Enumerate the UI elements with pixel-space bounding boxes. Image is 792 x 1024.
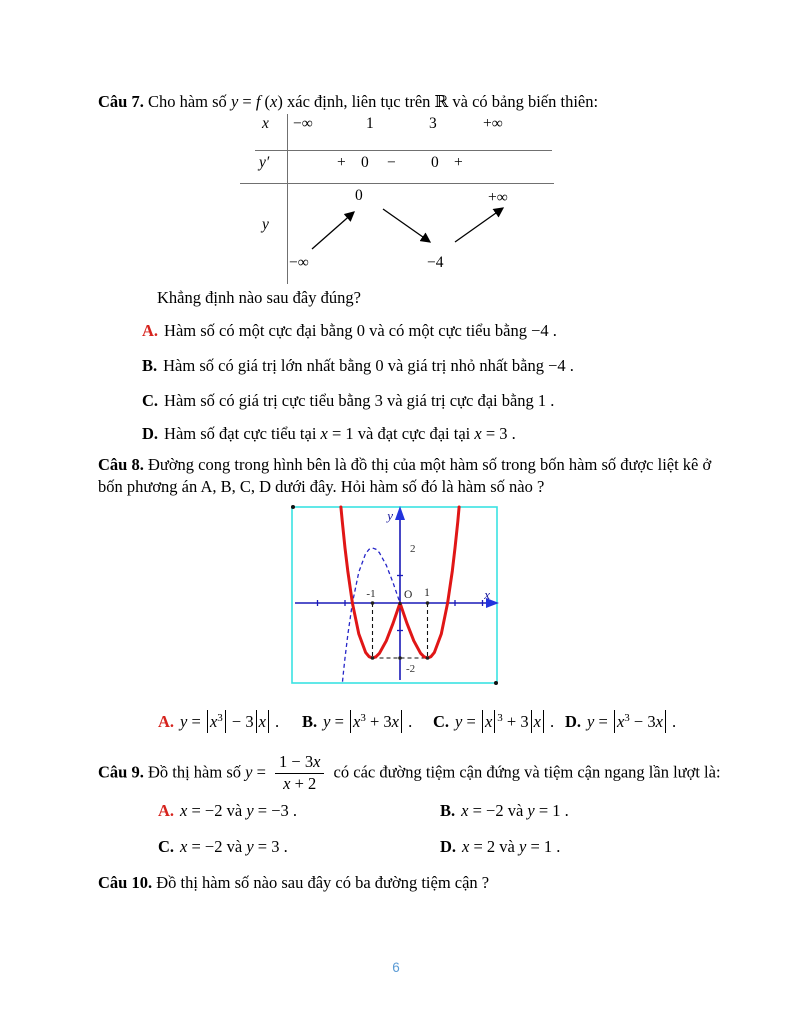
y-tick-label-neg2: -2	[406, 663, 416, 675]
option-formula: $y = x^3 - 3x$ .	[587, 712, 677, 731]
table-yprime-sign: +	[454, 154, 463, 171]
dashed-cubic-curve	[343, 548, 401, 682]
table-y-label: y	[262, 216, 269, 233]
q9-option-c	[158, 837, 288, 857]
option-letter: B.	[440, 801, 456, 820]
q7-option-b	[142, 356, 574, 376]
table-yprime-zero: 0	[361, 154, 369, 171]
option-text: x = −2 và y = 1 .	[461, 801, 569, 820]
q9-option-a	[158, 801, 297, 821]
option-formula: $y = x^3 + 3x$ .	[323, 712, 413, 731]
option-letter: B.	[302, 712, 318, 731]
table-yprime-sign: −	[387, 154, 396, 171]
option-letter: A.	[158, 801, 175, 820]
corner-dot	[494, 681, 498, 685]
option-letter: C.	[142, 391, 159, 410]
table-x-value: 3	[429, 115, 437, 132]
q8-option-d	[565, 710, 676, 733]
option-text: Hàm số đạt cực tiểu tại x = 1 và đạt cực đại tại x = 3 .	[164, 424, 516, 443]
option-text: Hàm số có giá trị cực tiểu bằng 3 và giá trị cực đại bằng 1 .	[164, 391, 555, 410]
q7-variation-table	[240, 112, 554, 284]
y-tick-label-2: 2	[410, 543, 416, 555]
increase-arrow	[312, 212, 354, 249]
table-yprime-zero: 0	[431, 154, 439, 171]
q7-option-a	[142, 321, 557, 341]
graph-border	[292, 507, 497, 683]
x-tick-label-1: 1	[424, 587, 430, 599]
table-yprime-label: y′	[259, 154, 270, 171]
y-axis-arrowhead	[395, 506, 405, 520]
option-text: Hàm số có giá trị lớn nhất bằng 0 và giá trị nhỏ nhất bằng −4 .	[163, 356, 574, 375]
option-letter: C.	[433, 712, 450, 731]
x-tick-label-neg1: -1	[366, 588, 376, 600]
q9-option-b	[440, 801, 569, 821]
x-axis-label: x	[484, 587, 490, 602]
q9-option-d	[440, 837, 560, 857]
option-letter: B.	[142, 356, 158, 375]
q8-option-c	[433, 710, 554, 733]
option-text: Hàm số có một cực đại bằng 0 và có một cực tiểu bằng −4 .	[164, 321, 557, 340]
q7-option-d	[142, 424, 516, 444]
option-letter: A.	[142, 321, 159, 340]
table-y-minus-infinity: −∞	[289, 254, 309, 271]
table-y-local-max: 0	[355, 187, 363, 204]
increase-arrow	[455, 208, 503, 242]
q10-statement: Câu 10. Đồ thị hàm số nào sau đây có ba đường tiệm cận ?	[98, 873, 490, 892]
table-x-label: x	[262, 115, 269, 132]
q7-option-c	[142, 391, 554, 411]
option-letter: C.	[158, 837, 175, 856]
option-text: x = −2 và y = −3 .	[180, 801, 298, 820]
q8-statement-line1: Câu 8. Đường cong trong hình bên là đồ thị của một hàm số trong bốn hàm số được liệt kê ở	[98, 455, 712, 474]
table-yprime-sign: +	[337, 154, 346, 171]
table-y-local-min: −4	[427, 254, 444, 271]
page-number: 6	[392, 960, 400, 975]
table-monotonicity-arrows	[240, 112, 554, 284]
option-letter: D.	[565, 712, 582, 731]
option-letter: D.	[440, 837, 457, 856]
table-x-value: 1	[366, 115, 374, 132]
option-formula: $y = x^3 - 3$ x .	[180, 712, 280, 731]
option-formula: y = x $^3$ + 3 x .	[455, 712, 555, 731]
option-text: x = −2 và y = 3 .	[180, 837, 288, 856]
q9-statement: Câu 9. Đồ thị hàm số y = $\frac{1 - 3x}{x + 2}$ có các đường tiệm cận đứng và tiệm cận ngang lần lượt là:	[98, 752, 721, 793]
q7-statement: Câu 7. Cho hàm số y = f (x) xác định, liên tục trên ℝ và có bảng biến thiên:	[98, 92, 599, 111]
origin-label: O	[404, 589, 413, 601]
table-y-plus-infinity: +∞	[488, 189, 508, 206]
q7-question: Khẳng định nào sau đây đúng?	[157, 288, 361, 307]
option-text: x = 2 và y = 1 .	[462, 837, 561, 856]
q8-function-graph	[287, 503, 502, 686]
option-letter: A.	[158, 712, 175, 731]
corner-dot	[291, 505, 295, 509]
option-letter: D.	[142, 424, 159, 443]
q8-statement-line2: bốn phương án A, B, C, D dưới đây. Hỏi hàm số đó là hàm số nào ?	[98, 477, 545, 496]
y-axis-label: y	[387, 508, 393, 523]
q8-option-a	[158, 710, 279, 733]
table-x-value: +∞	[483, 115, 503, 132]
table-x-value: −∞	[293, 115, 313, 132]
decrease-arrow	[383, 209, 430, 242]
q8-option-b	[302, 710, 412, 733]
